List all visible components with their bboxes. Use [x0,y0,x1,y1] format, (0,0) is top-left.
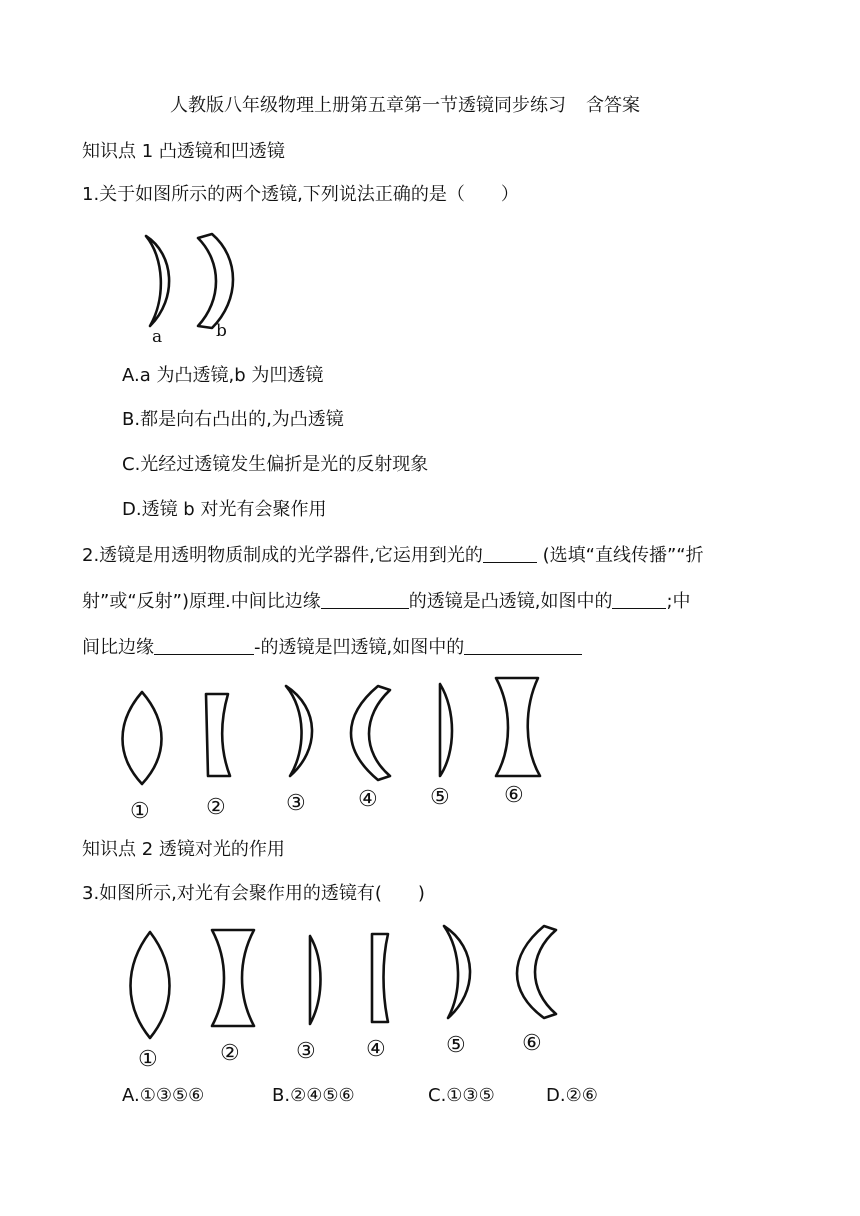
q2-blank-4[interactable] [154,636,254,655]
q3-num-3: ③ [296,1039,316,1064]
q2-blank-5[interactable] [464,636,582,655]
question-1-stem: 1.关于如图所示的两个透镜,下列说法正确的是（ ） [82,184,519,205]
q3-lens-2 [212,930,254,1026]
q3-num-6: ⑥ [522,1031,542,1056]
section-heading-1: 知识点 1 凸透镜和凹透镜 [82,141,285,162]
q3-figure [116,918,576,1070]
q3-num-5: ⑤ [446,1033,466,1058]
label-a: a [152,327,163,346]
q3-lens-3 [310,936,321,1024]
q3-num-1: ① [138,1047,158,1070]
q2-num-4: ④ [358,787,378,812]
q3-lens-6 [517,926,556,1018]
q2-text-2: (选填“直线传播”“折 [536,545,704,566]
question-2-line-3 [82,636,582,660]
q2-lens-1 [123,692,162,784]
q2-lens-4 [351,686,390,780]
q1-option-d: D.透镜 b 对光有会聚作用 [122,499,327,520]
q3-option-a: A.①③⑤⑥ [122,1085,205,1106]
question-3-stem: 3.如图所示,对光有会聚作用的透镜有( ) [82,883,425,904]
q2-num-2: ② [206,795,226,820]
q3-option-c: C.①③⑤ [428,1085,495,1106]
q3-option-b: B.②④⑤⑥ [272,1085,355,1106]
q2-text-7: -的透镜是凹透镜,如图中的 [254,637,465,658]
q1-figure [130,228,260,346]
q2-num-3: ③ [286,791,306,816]
q3-num-2: ② [220,1041,240,1066]
label-b: b [216,321,227,341]
q3-num-4: ④ [366,1037,386,1062]
question-2-line-2 [82,590,691,614]
title-suffix: 含答案 [586,95,640,116]
q1-option-b: B.都是向右凸出的,为凸透镜 [122,409,344,430]
q2-lens-3 [286,686,312,776]
q3-lens-5 [444,926,470,1018]
section-heading-2: 知识点 2 透镜对光的作用 [82,839,285,860]
q2-num-1: ① [130,799,150,822]
q2-figure [110,672,570,822]
q1-option-a: A.a 为凸透镜,b 为凹透镜 [122,365,324,386]
q3-lens-4 [372,934,388,1022]
q2-lens-6 [496,678,540,776]
q1-option-c: C.光经过透镜发生偏折是光的反射现象 [122,454,429,475]
q2-num-5: ⑤ [430,785,450,810]
q3-lens-1 [131,932,170,1038]
q2-blank-3[interactable] [612,590,666,609]
q2-text-4: 的透镜是凸透镜,如图中的 [408,591,613,612]
q2-text-5: ;中 [666,591,691,612]
q2-lens-5 [440,684,452,776]
q2-text-3: 射”或“反射”)原理.中间比边缘 [82,591,321,612]
q3-option-d: D.②⑥ [546,1085,598,1106]
q2-text-6: 间比边缘 [82,637,154,658]
q2-blank-1[interactable] [483,544,537,563]
q2-num-6: ⑥ [504,783,524,808]
q2-lens-2 [206,694,230,776]
q2-text-1: 2.透镜是用透明物质制成的光学器件,它运用到光的 [82,545,483,566]
q2-blank-2[interactable] [321,590,409,609]
title-main: 人教版八年级物理上册第五章第一节透镜同步练习 [170,95,566,116]
question-2-line-1 [82,544,704,568]
lens-b [198,234,233,328]
page-title [170,94,640,118]
lens-a [146,236,169,326]
